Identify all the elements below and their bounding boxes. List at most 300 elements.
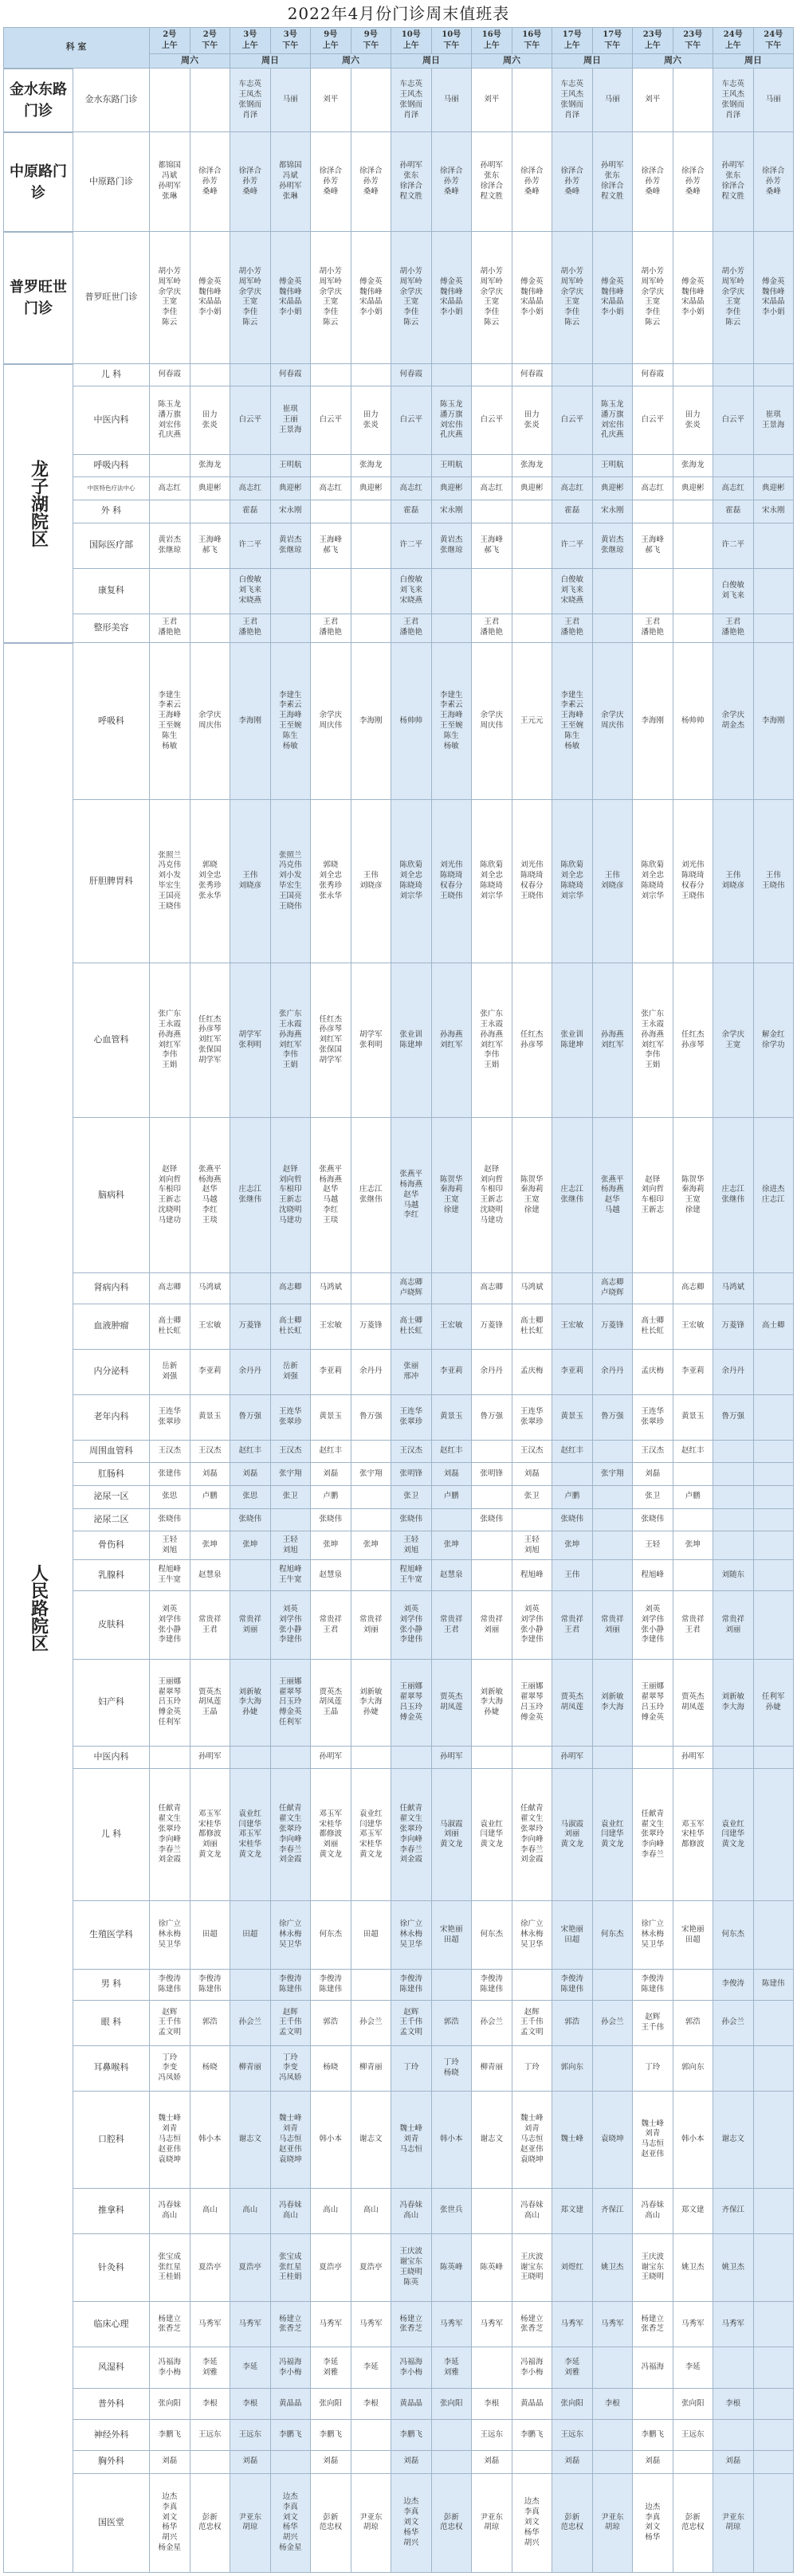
weekday-header: 周六 — [311, 54, 391, 69]
duty-cell: 刘磊 — [432, 1463, 473, 1486]
duty-cell: 张燕平 杨海燕 赵华 马越 — [593, 1118, 634, 1272]
duty-cell — [754, 364, 795, 387]
duty-cell: 杨建立 张香芝 — [512, 2302, 553, 2347]
duty-cell: 常贵祥 刘丽 — [593, 1591, 634, 1660]
duty-cell: 刘英 刘学伟 张小静 李建伟 — [150, 1591, 190, 1660]
duty-cell: 黄岩杰 张继琼 — [593, 523, 634, 569]
duty-cell — [432, 569, 473, 614]
duty-cell: 冯福海 李小梅 — [391, 2347, 432, 2389]
duty-cell: 郑文建 — [552, 2189, 593, 2234]
duty-cell — [754, 2451, 795, 2474]
dept-name: 周围血管科 — [73, 1441, 150, 1464]
date-slot-header: 2号 上午 — [150, 27, 190, 54]
duty-cell — [271, 2451, 312, 2474]
duty-cell: 冯春妹 高山 — [512, 2189, 553, 2234]
duty-cell: 李根 — [190, 2389, 231, 2420]
duty-cell: 张广东 王永霞 孙海燕 刘红军 李伟 王娟 — [633, 963, 673, 1118]
duty-cell: 孙会兰 — [351, 2001, 392, 2046]
duty-cell — [230, 1273, 271, 1304]
duty-cell: 刘磊 — [552, 2451, 593, 2474]
duty-cell: 李俊涛 陈建伟 — [150, 1970, 190, 2001]
duty-cell: 胡学军 张利明 — [230, 963, 271, 1118]
dept-name: 临床心理 — [73, 2302, 150, 2347]
duty-cell: 何东杰 — [713, 1901, 754, 1970]
duty-cell: 黄景玉 — [311, 1395, 351, 1441]
duty-cell: 田力 张炎 — [673, 386, 714, 455]
duty-cell — [754, 1531, 795, 1560]
duty-cell: 胡学军 张利明 — [351, 963, 392, 1118]
table-row — [3, 364, 794, 387]
duty-cell: 车志英 王风杰 张钢而 肖泽 — [391, 69, 432, 132]
duty-cell — [713, 1486, 754, 1509]
duty-cell: 典迎彬 — [271, 477, 312, 500]
duty-cell: 王远东 — [552, 2420, 593, 2451]
duty-cell: 王君 潘艳艳 — [713, 614, 754, 643]
duty-cell: 孙会兰 — [713, 2001, 754, 2046]
duty-cell — [311, 569, 351, 614]
duty-cell: 刘新敏 李大海 — [713, 1660, 754, 1747]
duty-cell: 齐保江 — [713, 2189, 754, 2234]
dept-name: 中医内科 — [73, 1747, 150, 1770]
duty-cell — [351, 1509, 392, 1532]
duty-cell: 万菱锋 — [230, 1304, 271, 1350]
duty-cell: 赵辉 王千伟 孟文明 — [150, 2001, 190, 2046]
duty-cell: 庄志江 张继伟 — [230, 1118, 271, 1272]
duty-cell: 黄岩杰 张继琼 — [271, 523, 312, 569]
duty-cell: 贾英杰 胡凤莲 — [432, 1660, 473, 1747]
dept-name: 老年内科 — [73, 1395, 150, 1441]
duty-cell: 常贵祥 刘丽 — [351, 1591, 392, 1660]
duty-cell: 高志红 — [150, 477, 190, 500]
table-row — [3, 614, 794, 643]
duty-cell: 刘煜红 — [552, 2234, 593, 2303]
duty-cell: 典迎彬 — [593, 477, 634, 500]
duty-cell — [311, 364, 351, 387]
duty-cell: 万菱锋 — [593, 1304, 634, 1350]
dept-header: 科 室 — [3, 27, 150, 69]
duty-cell: 王明航 — [271, 455, 312, 478]
date-slot-header: 9号 上午 — [311, 27, 351, 54]
duty-cell: 张向阳 — [552, 2389, 593, 2420]
table-row — [3, 477, 794, 500]
table-row — [3, 1769, 794, 1901]
duty-cell: 张向阳 — [673, 2389, 714, 2420]
dept-name: 神经外科 — [73, 2420, 150, 2451]
duty-cell: 徐泽合 孙芳 桑峰 — [633, 132, 673, 231]
duty-cell: 马秀军 — [311, 2302, 351, 2347]
duty-cell: 张宇翔 — [593, 1463, 634, 1486]
duty-cell: 张燕平 杨海燕 赵华 马越 李红 — [391, 1118, 432, 1272]
duty-cell: 典迎彬 — [754, 477, 795, 500]
duty-cell: 张照兰 冯克伟 刘小发 毕宏生 王国亮 王晓伟 — [150, 800, 190, 963]
duty-cell: 姚卫杰 — [713, 2234, 754, 2303]
duty-cell: 鲁万强 — [472, 1395, 512, 1441]
dept-name: 骨伤科 — [73, 1531, 150, 1560]
table-row — [3, 1350, 794, 1395]
duty-cell — [713, 1463, 754, 1486]
duty-cell: 柳青丽 — [230, 2046, 271, 2092]
duty-cell: 陈贺华 秦海莉 王宽 徐建 — [432, 1118, 473, 1272]
duty-cell: 张广东 王永霞 孙海燕 刘红军 李伟 王娟 — [271, 963, 312, 1118]
duty-cell — [593, 1531, 634, 1560]
duty-cell: 典迎彬 — [432, 477, 473, 500]
duty-cell: 任利军 孙婕 — [754, 1660, 795, 1747]
duty-cell — [754, 2302, 795, 2347]
dept-name: 皮肤科 — [73, 1591, 150, 1660]
duty-cell: 陈玉龙 潘万旗 刘宏伟 孔庆燕 — [150, 386, 190, 455]
duty-cell: 李亚莉 — [552, 1350, 593, 1395]
duty-cell: 孙明军 — [190, 1747, 231, 1770]
duty-cell: 李亚莉 — [673, 1350, 714, 1395]
duty-cell: 宋永刚 — [432, 500, 473, 523]
duty-cell — [713, 1531, 754, 1560]
duty-cell: 王伟 王晓伟 — [754, 800, 795, 963]
duty-cell: 李延 — [351, 2347, 392, 2389]
duty-cell: 刘光伟 陈晓琦 权春分 王晓伟 — [432, 800, 473, 963]
duty-cell: 胡小芳 周军岭 余学庆 王宽 李佳 陈云 — [150, 232, 190, 364]
duty-cell: 刘光伟 陈晓琦 权春分 王晓伟 — [673, 800, 714, 963]
duty-cell: 庄志江 张继伟 — [713, 1118, 754, 1272]
duty-cell — [150, 69, 190, 132]
duty-cell — [351, 500, 392, 523]
duty-cell: 黄晶晶 — [271, 2389, 312, 2420]
duty-cell: 李建生 李素云 王海峰 王至婉 陈生 杨敏 — [432, 643, 473, 800]
site-label: 普罗旺世门诊 — [3, 232, 73, 364]
duty-cell: 宋永刚 — [754, 500, 795, 523]
duty-cell: 彭新 范忠权 — [190, 2474, 231, 2573]
date-slot-header: 17号 上午 — [552, 27, 593, 54]
duty-cell: 赵铎 刘向哲 车根印 王新志 沈晓明 马建功 — [150, 1118, 190, 1272]
dept-name: 普罗旺世门诊 — [73, 232, 150, 364]
duty-cell: 何东杰 — [593, 1901, 634, 1970]
duty-cell: 王宏敏 — [673, 1304, 714, 1350]
duty-cell — [673, 1560, 714, 1591]
duty-cell: 张坤 — [432, 1531, 473, 1560]
duty-cell: 赵红丰 — [552, 1441, 593, 1464]
dept-name: 外 科 — [73, 500, 150, 523]
duty-cell: 张明锋 — [472, 1463, 512, 1486]
duty-cell: 余丹丹 — [593, 1350, 634, 1395]
duty-cell: 张卫 — [633, 1486, 673, 1509]
duty-cell: 王连华 张翠珍 — [512, 1395, 553, 1441]
duty-cell: 赵红丰 — [432, 1441, 473, 1464]
duty-cell: 庄志江 张继伟 — [351, 1118, 392, 1272]
duty-cell: 白云平 — [230, 386, 271, 455]
table-row — [3, 1118, 794, 1272]
duty-cell: 李海刚 — [754, 643, 795, 800]
duty-cell — [190, 500, 231, 523]
duty-cell: 袁晓坤 — [593, 2092, 634, 2189]
duty-cell: 李海刚 — [230, 643, 271, 800]
duty-cell: 高士卿 杜长虹 — [150, 1304, 190, 1350]
dept-name: 针灸科 — [73, 2234, 150, 2303]
duty-cell: 陈英峰 — [432, 2234, 473, 2303]
dept-name: 呼吸科 — [73, 643, 150, 800]
duty-cell: 黄晶晶 — [391, 2389, 432, 2420]
duty-cell: 何春霞 — [271, 364, 312, 387]
duty-cell — [754, 2420, 795, 2451]
duty-cell: 张晓伟 — [472, 1509, 512, 1532]
site-label: 中原路门诊 — [3, 132, 73, 231]
duty-cell: 陈欣菊 刘全忠 陈晓琦 刘宗华 — [633, 800, 673, 963]
duty-cell: 张宝成 张红星 王桂娟 — [271, 2234, 312, 2303]
duty-cell: 李俊涛 陈建伟 — [311, 1970, 351, 2001]
duty-cell: 王轻 刘旭 — [150, 1531, 190, 1560]
duty-cell: 余学庆 周庆伟 — [311, 643, 351, 800]
duty-cell — [754, 455, 795, 478]
duty-cell: 何东杰 — [311, 1901, 351, 1970]
duty-cell: 任献青 翟文生 张翠玲 李向峰 李春兰 刘金霞 — [391, 1769, 432, 1901]
table-row — [3, 2001, 794, 2046]
duty-cell: 岳新 刘强 — [150, 1350, 190, 1395]
duty-cell: 余学庆 胡金杰 — [713, 643, 754, 800]
date-slot-header: 2号 下午 — [190, 27, 231, 54]
duty-cell: 宋艳丽 田超 — [673, 1901, 714, 1970]
duty-cell — [593, 2347, 634, 2389]
duty-cell: 张晓伟 — [230, 1509, 271, 1532]
duty-cell — [230, 455, 271, 478]
table-row — [3, 523, 794, 569]
duty-cell: 徐泽合 孙芳 桑峰 — [552, 132, 593, 231]
duty-cell: 徐广立 林永梅 吴卫华 — [271, 1901, 312, 1970]
duty-cell: 常贵祥 刘丽 — [713, 1591, 754, 1660]
duty-cell — [754, 1486, 795, 1509]
duty-cell — [311, 455, 351, 478]
duty-cell: 余丹丹 — [351, 1350, 392, 1395]
duty-cell: 刘新敏 李大海 孙婕 — [230, 1660, 271, 1747]
duty-cell: 程旭峰 王牛宽 — [391, 1560, 432, 1591]
duty-cell: 冯春妹 高山 — [271, 2189, 312, 2234]
duty-cell — [754, 2092, 795, 2189]
duty-cell: 刘磊 — [633, 1463, 673, 1486]
duty-cell: 霍磊 — [552, 500, 593, 523]
duty-cell: 余丹丹 — [230, 1350, 271, 1395]
duty-cell: 王庆波 谢宝东 王晓明 — [633, 2234, 673, 2303]
duty-cell: 王海峰 郝飞 — [311, 523, 351, 569]
duty-cell: 马秀军 — [673, 2302, 714, 2347]
duty-cell: 高志红 — [713, 477, 754, 500]
dept-name: 普外科 — [73, 2389, 150, 2420]
duty-cell: 王君 潘艳艳 — [472, 614, 512, 643]
duty-cell: 徐广立 林永梅 吴卫华 — [150, 1901, 190, 1970]
duty-cell: 马鸿斌 — [311, 1273, 351, 1304]
duty-cell — [713, 1747, 754, 1770]
duty-cell: 黄岩杰 张继琼 — [150, 523, 190, 569]
duty-cell: 王丽娜 翟翠琴 吕玉玲 傅金英 — [512, 1660, 553, 1747]
duty-cell — [593, 1486, 634, 1509]
duty-cell: 袁业红 闫建华 邓玉军 宋桂华 黄文龙 — [230, 1769, 271, 1901]
duty-cell: 魏士峰 刘青 马志恒 — [391, 2092, 432, 2189]
duty-cell: 刘磊 — [311, 2451, 351, 2474]
duty-cell — [351, 569, 392, 614]
duty-cell: 白俊敏 刘飞来 — [713, 569, 754, 614]
duty-cell: 胡小芳 周军岭 余学庆 王宽 李佳 陈云 — [311, 232, 351, 364]
duty-cell: 马秀军 — [432, 2302, 473, 2347]
duty-cell: 马秀军 — [230, 2302, 271, 2347]
duty-cell: 贾英杰 胡凤莲 — [552, 1660, 593, 1747]
duty-cell: 徐泽合 孙芳 桑峰 — [512, 132, 553, 231]
header-spacer — [3, 54, 150, 69]
duty-cell: 鲁万强 — [230, 1395, 271, 1441]
dept-name: 生殖医学科 — [73, 1901, 150, 1970]
duty-cell: 王伟 刘晓彦 — [230, 800, 271, 963]
duty-cell: 刘磊 — [391, 2451, 432, 2474]
dept-name: 金水东路门诊 — [73, 69, 150, 132]
duty-cell: 魏士峰 刘青 马志恒 赵亚伟 袁晓坤 — [512, 2092, 553, 2189]
dept-name: 肝胆脾胃科 — [73, 800, 150, 963]
duty-cell: 徐泽合 孙芳 桑峰 — [190, 132, 231, 231]
duty-cell: 魏士峰 刘青 马志恒 赵亚伟 袁晓坤 — [271, 2092, 312, 2189]
duty-cell: 刘磊 — [230, 2451, 271, 2474]
duty-cell: 卢鹏 — [190, 1486, 231, 1509]
duty-cell: 陈玉龙 潘万旗 刘宏伟 孔庆燕 — [593, 386, 634, 455]
duty-cell: 徐泽合 孙芳 桑峰 — [311, 132, 351, 231]
duty-cell: 谢志文 — [472, 2092, 512, 2189]
duty-cell: 冯春妹 高山 — [150, 2189, 190, 2234]
duty-cell: 赵辉 王千伟 孟文明 — [512, 2001, 553, 2046]
duty-cell: 张海龙 — [512, 455, 553, 478]
dept-name: 血液肿瘤 — [73, 1304, 150, 1350]
duty-cell: 田超 — [351, 1901, 392, 1970]
duty-cell: 边杰 李真 刘文 杨华 胡兴 杨金星 — [150, 2474, 190, 2573]
dept-name: 中医内科 — [73, 386, 150, 455]
duty-cell — [512, 523, 553, 569]
dept-name: 风湿科 — [73, 2347, 150, 2389]
duty-cell: 刘磊 — [633, 2451, 673, 2474]
duty-cell: 白俊敏 刘飞来 宋晓燕 — [552, 569, 593, 614]
duty-cell: 王伟 刘晓彦 — [351, 800, 392, 963]
duty-cell: 徐进杰 庄志江 — [754, 1118, 795, 1272]
dept-name: 中医特色疗法中心 — [73, 477, 150, 500]
table-row — [3, 1560, 794, 1591]
duty-cell: 高志红 — [230, 477, 271, 500]
duty-cell: 郭浩 — [432, 2001, 473, 2046]
duty-cell: 任献青 翟文生 张翠玲 李向峰 李春兰 — [633, 1769, 673, 1901]
duty-cell — [351, 69, 392, 132]
duty-cell: 孙会兰 — [593, 2001, 634, 2046]
duty-cell: 孙明军 张东 徐泽合 程文胜 — [391, 132, 432, 231]
duty-cell: 赵慧泉 — [190, 1560, 231, 1591]
duty-cell: 车志英 王风杰 张钢而 肖泽 — [713, 69, 754, 132]
duty-cell: 马丽 — [271, 69, 312, 132]
duty-cell: 刘磊 — [190, 1463, 231, 1486]
duty-cell: 鲁万强 — [593, 1395, 634, 1441]
duty-cell: 高山 — [190, 2189, 231, 2234]
duty-cell: 高志卿 — [150, 1273, 190, 1304]
duty-cell: 王宏敏 — [432, 1304, 473, 1350]
duty-cell — [593, 1970, 634, 2001]
date-slot-header: 24号 下午 — [754, 27, 795, 54]
duty-cell — [472, 569, 512, 614]
duty-cell: 许二平 — [713, 523, 754, 569]
date-slot-header: 17号 下午 — [593, 27, 634, 54]
duty-cell — [351, 1273, 392, 1304]
duty-cell: 白俊敏 刘飞来 宋晓燕 — [391, 569, 432, 614]
duty-cell: 王丽娜 翟翠琴 吕玉玲 傅金英 — [633, 1660, 673, 1747]
duty-cell: 程旭峰 — [512, 1560, 553, 1591]
duty-cell — [673, 500, 714, 523]
duty-cell: 王君 潘艳艳 — [230, 614, 271, 643]
duty-cell: 李延 刘雅 — [311, 2347, 351, 2389]
duty-cell: 韩小本 — [673, 2092, 714, 2189]
duty-cell: 齐保江 — [593, 2189, 634, 2234]
duty-cell: 冯福海 李小梅 — [271, 2347, 312, 2389]
duty-cell: 许二平 — [230, 523, 271, 569]
duty-cell: 王汉杰 — [190, 1441, 231, 1464]
duty-cell: 典迎彬 — [512, 477, 553, 500]
duty-cell: 李建生 李素云 王海峰 王至婉 陈生 杨敏 — [271, 643, 312, 800]
duty-cell: 余学庆 周庆伟 — [190, 643, 231, 800]
duty-cell: 王元元 — [512, 643, 553, 800]
duty-cell: 张晓伟 — [391, 1509, 432, 1532]
duty-cell: 刘磊 — [150, 2451, 190, 2474]
duty-cell — [472, 455, 512, 478]
duty-cell: 张业训 陈建坤 — [552, 963, 593, 1118]
duty-cell: 傅金英 魏伟峰 宋晶晶 李小娟 — [351, 232, 392, 364]
duty-cell: 刘平 — [633, 69, 673, 132]
duty-cell: 王伟 — [552, 1560, 593, 1591]
duty-cell: 程旭峰 王牛宽 — [271, 1560, 312, 1591]
dept-name: 泌尿二区 — [73, 1509, 150, 1532]
duty-cell: 李俊涛 陈建伟 — [472, 1970, 512, 2001]
duty-cell: 赵辉 王千伟 — [633, 2001, 673, 2046]
duty-cell — [351, 2451, 392, 2474]
duty-cell: 余丹丹 — [472, 1350, 512, 1395]
duty-cell: 马丽 — [432, 69, 473, 132]
duty-cell: 夏浩亭 — [311, 2234, 351, 2303]
duty-cell: 田力 张炎 — [512, 386, 553, 455]
duty-cell: 李鹏飞 — [271, 2420, 312, 2451]
duty-cell: 魏士峰 — [552, 2092, 593, 2189]
duty-cell: 赵辉 王千伟 孟文明 — [271, 2001, 312, 2046]
duty-cell: 余学庆 周庆伟 — [472, 643, 512, 800]
duty-cell — [713, 1509, 754, 1532]
table-row — [3, 569, 794, 614]
duty-cell: 张思 — [230, 1486, 271, 1509]
duty-cell — [271, 1509, 312, 1532]
duty-cell: 许二平 — [391, 523, 432, 569]
duty-cell — [754, 1560, 795, 1591]
duty-cell: 郭浩 — [552, 2001, 593, 2046]
duty-cell — [552, 1463, 593, 1486]
duty-cell: 傅金英 魏伟峰 宋晶晶 李小娟 — [190, 232, 231, 364]
duty-cell: 余学庆 周庆伟 — [593, 643, 634, 800]
duty-cell — [552, 1273, 593, 1304]
duty-cell: 程旭峰 王牛宽 — [150, 1560, 190, 1591]
duty-cell: 常贵祥 刘丽 — [472, 1591, 512, 1660]
duty-cell: 万菱锋 — [351, 1304, 392, 1350]
duty-cell: 夏浩亭 — [351, 2234, 392, 2303]
duty-cell — [552, 455, 593, 478]
duty-cell: 赵铎 刘向哲 车根印 王新志 沈晓明 马建功 — [472, 1118, 512, 1272]
duty-cell — [754, 1509, 795, 1532]
duty-cell: 丁玲 — [633, 2046, 673, 2092]
duty-cell: 王伟 刘晓彦 — [593, 800, 634, 963]
duty-cell: 杨晓 — [311, 2046, 351, 2092]
duty-cell — [150, 1747, 190, 1770]
duty-cell — [472, 1441, 512, 1464]
duty-cell: 马鸿斌 — [190, 1273, 231, 1304]
duty-cell: 任献青 翟文生 张翠玲 李向峰 李春兰 刘金霞 — [271, 1769, 312, 1901]
duty-cell: 霍磊 — [230, 500, 271, 523]
duty-cell — [713, 1441, 754, 1464]
duty-cell: 郭向东 — [552, 2046, 593, 2092]
duty-cell — [754, 1273, 795, 1304]
table-row — [3, 1463, 794, 1486]
duty-cell: 李延 刘雅 — [190, 2347, 231, 2389]
duty-cell — [150, 500, 190, 523]
duty-cell: 卢鹏 — [552, 1486, 593, 1509]
